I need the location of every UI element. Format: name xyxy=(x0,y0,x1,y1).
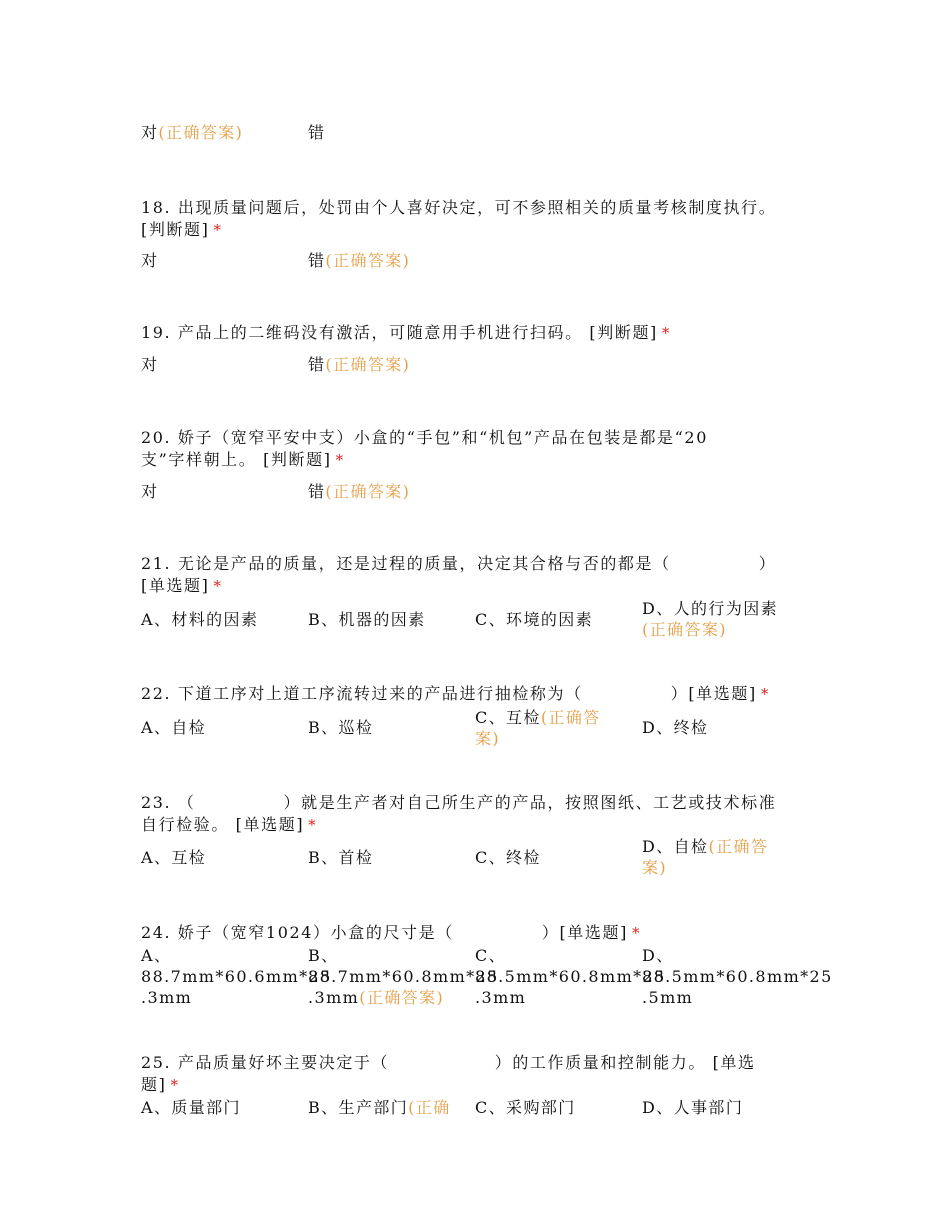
q24-option-a[interactable]: A、 88.7mm*60.6mm*25 .3mm xyxy=(141,946,332,1007)
required-star: * xyxy=(213,577,223,595)
q25-question: 25. 产品质量好坏主要决定于（ ）的工作质量和控制能力。 [单选 题] * xyxy=(141,1053,756,1094)
q22-option-b[interactable]: B、巡检 xyxy=(308,718,374,737)
correct-answer-tag: (正确答 xyxy=(540,708,601,727)
required-star: * xyxy=(213,221,223,239)
q21-question: 21. 无论是产品的质量，还是过程的质量，决定其合格与否的都是（ ） [单选题] * xyxy=(141,554,777,595)
correct-answer-tag: (正确 xyxy=(408,1098,451,1117)
q20-option-a[interactable]: 对 xyxy=(141,482,159,501)
required-star: * xyxy=(760,685,770,703)
q24-option-b[interactable]: B、 88.7mm*60.8mm*25 .3mm(正确答案) xyxy=(308,946,499,1007)
correct-answer-tag: (正确答案) xyxy=(325,251,411,270)
required-star: * xyxy=(335,451,345,469)
q19-option-a[interactable]: 对 xyxy=(141,355,159,374)
q21-option-b[interactable]: B、机器的因素 xyxy=(308,610,426,629)
q22-option-c[interactable]: C、互检(正确答 案) xyxy=(475,708,601,748)
q25-option-d[interactable]: D、人事部门 xyxy=(642,1098,744,1117)
q25-option-a[interactable]: A、质量部门 xyxy=(141,1098,241,1117)
q20-question: 20. 娇子（宽窄平安中支）小盒的“手包”和“机包”产品在包装是都是“20 支”字样朝上。 [判断题] * xyxy=(141,428,708,469)
q21-option-d[interactable]: D、人的行为因素 (正确答案) xyxy=(642,598,812,640)
q22-question: 22. 下道工序对上道工序流转过来的产品进行抽检称为（ ）[单选题] * xyxy=(141,684,770,703)
correct-answer-tag: (正确答 xyxy=(708,837,769,856)
q23-option-c[interactable]: C、终检 xyxy=(475,848,541,867)
correct-answer-tag: (正确答案) xyxy=(359,988,445,1007)
q23-question: 23. （ ）就是生产者对自己所生产的产品，按照图纸、工艺或技术标准 自行检验。 [单选题] * xyxy=(141,793,777,834)
q21-option-a[interactable]: A、材料的因素 xyxy=(141,610,259,629)
q22-option-a[interactable]: A、自检 xyxy=(141,718,207,737)
q17-option-b[interactable]: 错 xyxy=(308,123,326,142)
q18-question: 18. 出现质量问题后，处罚由个人喜好决定，可不参照相关的质量考核制度执行。 [判断题] * xyxy=(141,198,777,239)
correct-answer-tag: (正确答案) xyxy=(158,123,244,142)
correct-answer-tag: (正确答案) xyxy=(325,355,411,374)
q25-option-c[interactable]: C、采购部门 xyxy=(475,1098,576,1117)
q23-option-b[interactable]: B、首检 xyxy=(308,848,374,867)
q18-option-a[interactable]: 对 xyxy=(141,251,159,270)
q20-option-b[interactable]: 错(正确答案) xyxy=(308,482,411,501)
required-star: * xyxy=(308,816,318,834)
q25-option-b[interactable]: B、生产部门(正确 xyxy=(308,1098,451,1117)
correct-answer-tag: (正确答案) xyxy=(325,482,411,501)
q23-option-d[interactable]: D、自检(正确答 案) xyxy=(642,837,769,877)
q21-option-c[interactable]: C、环境的因素 xyxy=(475,610,594,629)
required-star: * xyxy=(631,924,642,942)
q19-option-b[interactable]: 错(正确答案) xyxy=(308,355,411,374)
q19-question: 19. 产品上的二维码没有激活，可随意用手机进行扫码。 [判断题] * xyxy=(141,323,672,342)
required-star: * xyxy=(170,1076,180,1094)
required-star: * xyxy=(661,324,672,342)
q22-option-d[interactable]: D、终检 xyxy=(642,718,709,737)
q24-question: 24. 娇子（宽窄1024）小盒的尺寸是（ ）[单选题] * xyxy=(141,923,642,942)
q17-option-a[interactable]: 对(正确答案) xyxy=(141,123,244,142)
correct-answer-tag: (正确答案) xyxy=(642,620,727,639)
q24-option-d[interactable]: D、 88.5mm*60.8mm*25 .5mm xyxy=(642,946,833,1007)
q24-option-c[interactable]: C、 88.5mm*60.8mm*25 .3mm xyxy=(475,946,666,1007)
q23-option-a[interactable]: A、互检 xyxy=(141,848,207,867)
q18-option-b[interactable]: 错(正确答案) xyxy=(308,251,411,270)
